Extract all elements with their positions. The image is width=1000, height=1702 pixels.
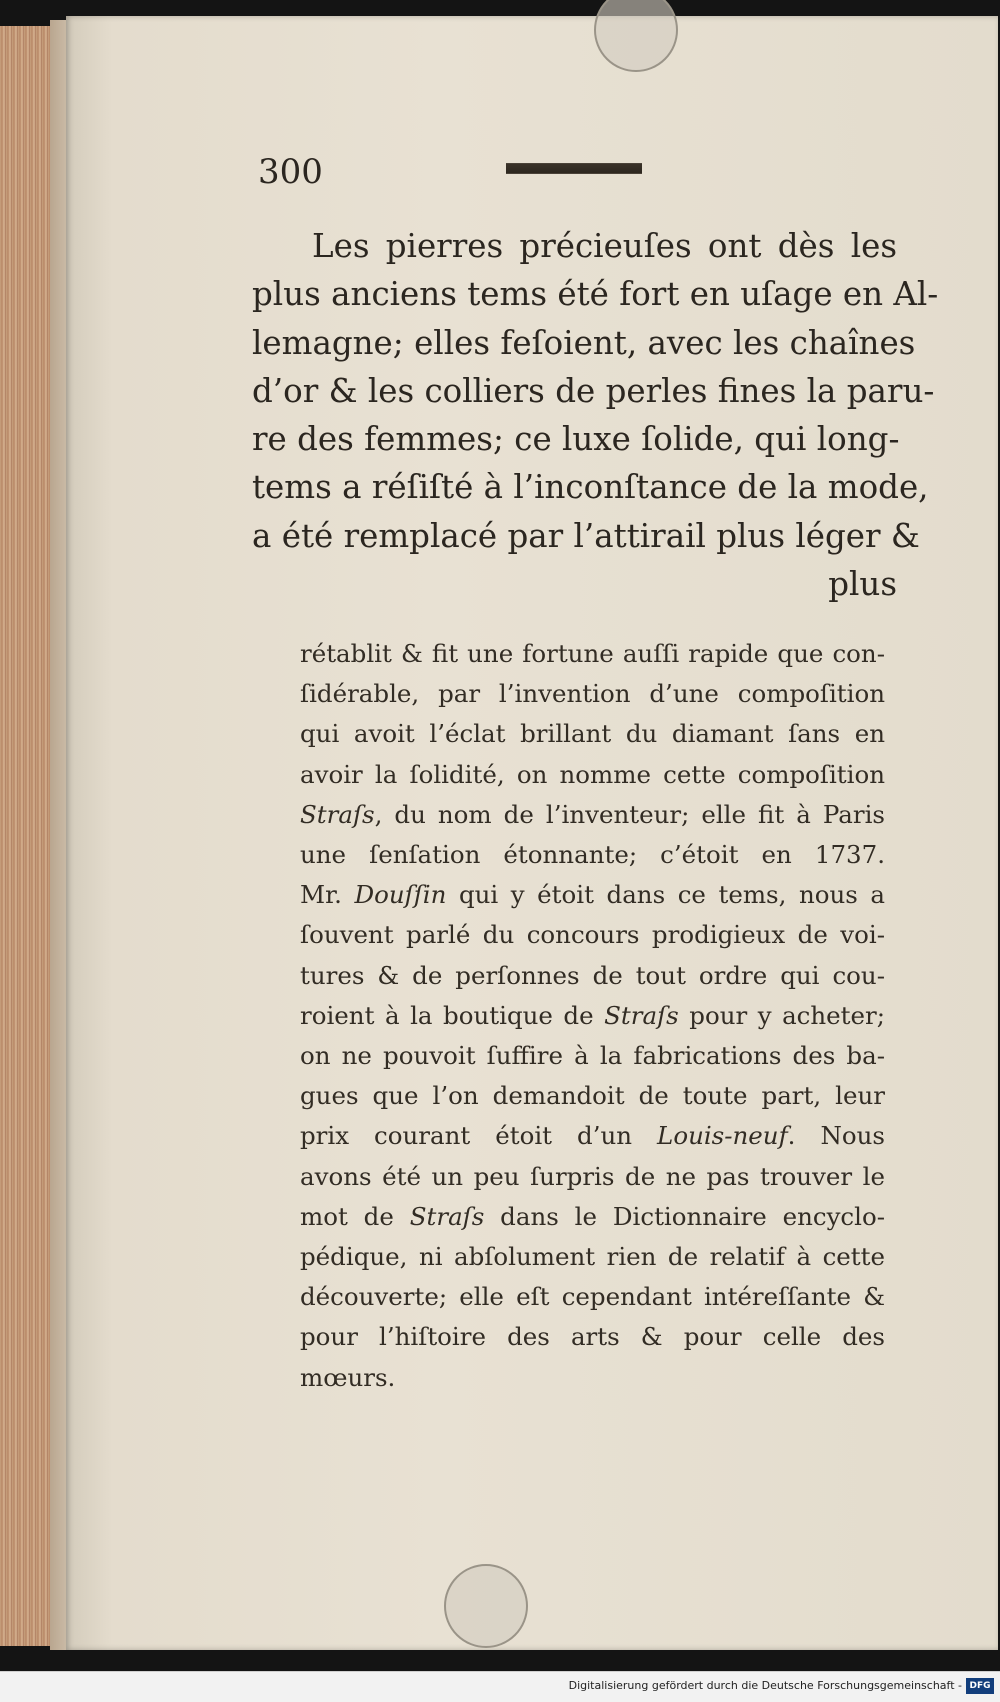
main-line: lemagne; elles feſoient, avec les chaînes [252,323,916,362]
digitization-footer [0,1671,1000,1702]
footnote-line: avoir la ſolidité, on nomme cette compoſition [300,759,885,789]
footnote-line: ſidérable, par l’invention d’une compoſition [300,679,885,709]
footnote-line: gues que l’on demandoit de toute part, leur [300,1081,885,1111]
italic-name-strass: Straſs [604,1000,679,1030]
italic-name-doussin: Douſſin [354,880,447,910]
main-line: a été remplacé par l’attirail plus léger & [252,516,920,555]
main-paragraph [252,222,939,608]
footnote-line: rétablit & fit une fortune auſſi rapide que con- [300,639,885,668]
footnote-line: Straſs, du nom de l’inventeur; elle fit à Paris [300,799,885,829]
main-line: re des femmes; ce luxe ſolide, qui long- [252,420,900,459]
footnote-line: ſouvent parlé du concours prodigieux de voi- [300,920,885,950]
dfg-logo: DFG [966,1678,994,1694]
footnote-line: tures & de perſonnes de tout ordre qui cou- [300,960,885,990]
main-line: plus anciens tems été fort en uſage en Al- [252,275,939,314]
page-number: 300 [258,152,323,192]
footnote-line: qui avoit l’éclat brillant du diamant ſans en [300,719,885,749]
footnote-line: avons été un peu ſurpris de ne pas trouver le [300,1161,885,1191]
footnote-line: mœurs. [300,1362,396,1392]
footnote-line: pédique, ni abſolument rien de relatif à cette [300,1242,885,1272]
footnote-line: une ſenſation étonnante; c’étoit en 1737. [300,840,885,870]
footnote-line: roient à la boutique de Straſs pour y acheter; [300,1000,885,1030]
footnote-line: pour l’hiſtoire des arts & pour celle des [300,1322,885,1352]
header-ornament-rule [506,163,642,174]
footnote-line: prix courant étoit d’un Louis-neuf. Nous [300,1121,885,1151]
scanner-clip-bottom [444,1564,528,1648]
main-line: d’or & les colliers de perles fines la paru- [252,371,935,410]
footnote-line: découverte; elle eſt cependant intéreſſante & [300,1282,885,1312]
italic-name-strass: Straſs [409,1201,485,1231]
main-line: tems a réſiſté à l’inconſtance de la mode, [252,468,929,507]
footnote-line: Mr. Douſſin qui y étoit dans ce tems, nous a [300,880,885,910]
italic-louis-neuf: Louis-neuf [657,1121,788,1151]
main-line: Les pierres précieuſes ont dès les [312,227,897,265]
funding-credit: Digitalisierung gefördert durch die Deutsche Forschungsgemeinschaft - [568,1679,962,1692]
footnote-paragraph [300,634,885,1398]
scanner-clip-top [594,0,678,72]
italic-name-strass: Straſs [300,799,375,829]
footnote-line: on ne pouvoit ſuffire à la fabrications des ba- [300,1041,885,1071]
catchword: plus [828,565,897,604]
footnote-line: mot de Straſs dans le Dictionnaire encyclo- [300,1201,885,1231]
